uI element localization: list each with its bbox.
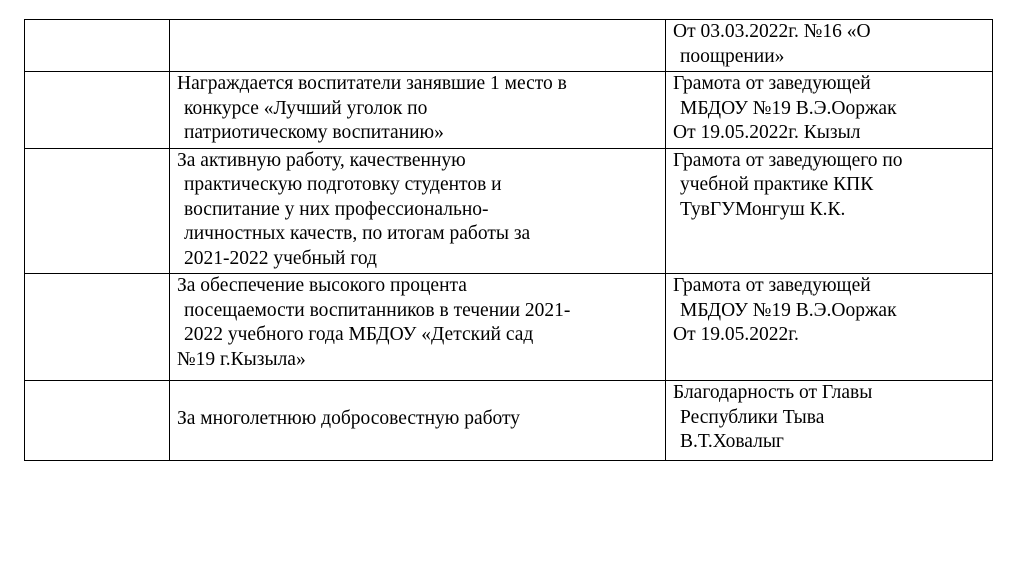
number-cell [25,148,170,274]
award-line: Грамота от заведующей [673,275,871,296]
description-cell [170,148,666,274]
award-line: ТувГУМонгуш К.К. [680,198,846,220]
description-line: практическую подготовку студентов и [184,174,502,195]
description-cell [170,20,666,72]
description-line: личностных качеств, по итогам работы за [184,223,531,244]
description-cell [170,72,666,149]
description-cell [170,381,666,461]
description-line: патриотическому воспитанию» [184,122,444,143]
description-line: посещаемости воспитанников в течении 2021- [184,299,571,321]
number-cell [25,381,170,461]
award-line: От 03.03.2022г. №16 «О [673,21,871,42]
award-line: Благодарность от Главы [673,382,873,403]
award-line: Республики Тыва [680,406,825,428]
award-line: учебной практике КПК [680,174,874,195]
award-line: Грамота от заведующей [673,73,871,94]
award-cell [666,148,993,274]
award-line: МБДОУ №19 В.Э.Ооржак [680,97,897,119]
number-cell [25,20,170,72]
award-line: поощрении» [680,45,785,67]
description-line: Награждается воспитатели занявшие 1 место в [177,73,567,94]
description-line: №19 г.Кызыла» [177,348,306,370]
table-row [25,381,993,461]
number-cell [25,274,170,381]
award-line: От 19.05.2022г. [673,324,799,345]
award-cell [666,20,993,72]
award-line: От 19.05.2022г. Кызыл [673,122,861,143]
award-cell [666,274,993,381]
description-line: 2021-2022 учебный год [184,247,377,269]
awards-table [24,19,993,461]
description-line: За обеспечение высокого процента [177,275,467,296]
description-line: конкурсе «Лучший уголок по [184,97,428,119]
description-line: За активную работу, качественную [177,149,466,171]
table-row [25,72,993,149]
award-line: Грамота от заведующего по [673,149,903,171]
award-line: В.Т.Ховалыг [680,431,784,452]
number-cell [25,72,170,149]
table-row [25,148,993,274]
table-row [25,274,993,381]
description-line: 2022 учебного года МБДОУ «Детский сад [184,324,534,345]
description-line: За многолетнюю добросовестную работу [177,408,521,430]
description-cell [170,274,666,381]
award-cell [666,381,993,461]
table-row [25,20,993,72]
award-line: МБДОУ №19 В.Э.Ооржак [680,299,897,321]
award-cell [666,72,993,149]
description-line: воспитание у них профессионально- [184,198,489,220]
